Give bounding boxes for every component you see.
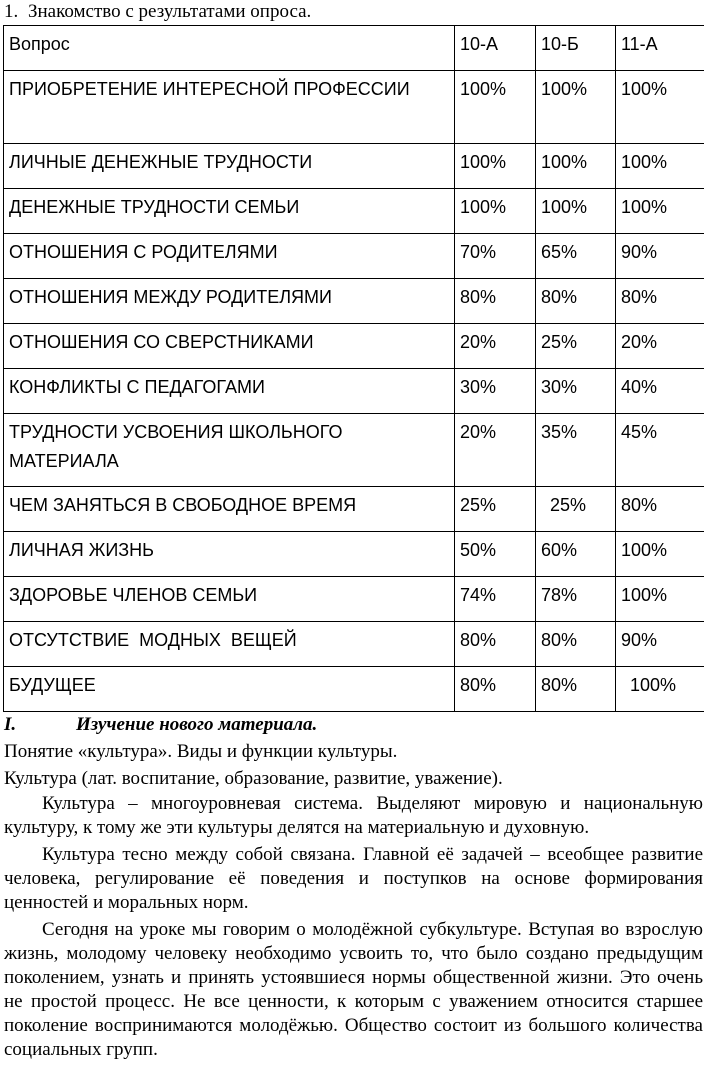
survey-results-table xyxy=(3,25,704,712)
value-cell: 100% xyxy=(536,189,616,234)
value-cell: 80% xyxy=(536,622,616,667)
question-cell: ЗДОРОВЬЕ ЧЛЕНОВ СЕМЬИ xyxy=(4,577,455,622)
header-cell: 10-Б xyxy=(536,26,616,71)
section-heading-1 xyxy=(4,0,311,24)
question-cell: ОТНОШЕНИЯ СО СВЕРСТНИКАМИ xyxy=(4,324,455,369)
value-cell: 100% xyxy=(616,71,704,144)
value-cell: 78% xyxy=(536,577,616,622)
value-cell: 80% xyxy=(455,279,536,324)
header-cell: Вопрос xyxy=(4,26,455,71)
value-cell: 100% xyxy=(616,532,704,577)
table-row xyxy=(4,144,704,189)
question-cell: ПРИОБРЕТЕНИЕ ИНТЕРЕСНОЙ ПРОФЕССИИ xyxy=(4,71,455,144)
value-cell: 80% xyxy=(616,487,704,532)
section-number: 1. xyxy=(4,1,19,22)
value-cell: 100% xyxy=(616,144,704,189)
table-row xyxy=(4,189,704,234)
question-cell: ОТНОШЕНИЯ С РОДИТЕЛЯМИ xyxy=(4,234,455,279)
section-title: Изучение нового материала. xyxy=(76,714,318,735)
question-cell: КОНФЛИКТЫ С ПЕДАГОГАМИ xyxy=(4,369,455,414)
value-cell: 25% xyxy=(536,324,616,369)
value-cell: 74% xyxy=(455,577,536,622)
value-cell: 100% xyxy=(536,71,616,144)
header-cell: 10-А xyxy=(455,26,536,71)
paragraph: Культура – многоуровневая система. Выделяют мировую и национальную культуру, к тому же эти культуры делятся на материальную и духовную. xyxy=(4,793,703,838)
value-cell: 20% xyxy=(616,324,704,369)
value-cell: 80% xyxy=(536,667,616,712)
section-roman-number: I. xyxy=(4,714,17,735)
value-cell: 30% xyxy=(536,369,616,414)
table-row xyxy=(4,577,704,622)
table-row xyxy=(4,234,704,279)
table-header-row xyxy=(4,26,704,71)
value-cell: 100% xyxy=(455,71,536,144)
table-row xyxy=(4,279,704,324)
value-cell: 20% xyxy=(455,324,536,369)
text-line: Понятие «культура». Виды и функции культуры. xyxy=(4,741,398,762)
table-row xyxy=(4,622,704,667)
question-cell: ЧЕМ ЗАНЯТЬСЯ В СВОБОДНОЕ ВРЕМЯ xyxy=(4,487,455,532)
value-cell: 40% xyxy=(616,369,704,414)
value-cell: 25% xyxy=(455,487,536,532)
value-cell: 80% xyxy=(455,667,536,712)
lesson-text xyxy=(4,712,703,1062)
table-row xyxy=(4,414,704,487)
paragraph: Культура тесно между собой связана. Главной её задачей – всеобщее развитие человека, регулирование её поведения и поступков на основе формирования ценностей и моральных норм. xyxy=(4,844,703,913)
value-cell: 70% xyxy=(455,234,536,279)
value-cell: 50% xyxy=(455,532,536,577)
value-cell: 80% xyxy=(455,622,536,667)
value-cell: 80% xyxy=(536,279,616,324)
paragraph: Сегодня на уроке мы говорим о молодёжной субкультуре. Вступая во взрослую жизнь, молодому человеку необходимо усвоить то, что было создано предыдущим поколением, узнать и принять устоявшиеся нормы общественной жизни. Это очень не простой процесс. Не все ценности, к которым с уважением относится старшее поколение воспринимаются молодёжью. Общество состоит из большого количества социальных групп. xyxy=(4,919,703,1060)
value-cell: 100% xyxy=(616,667,704,712)
question-cell: ОТНОШЕНИЯ МЕЖДУ РОДИТЕЛЯМИ xyxy=(4,279,455,324)
table-row xyxy=(4,667,704,712)
table-row xyxy=(4,324,704,369)
question-cell: ОТСУТСТВИЕ МОДНЫХ ВЕЩЕЙ xyxy=(4,622,455,667)
table-row xyxy=(4,487,704,532)
text-line: Культура (лат. воспитание, образование, развитие, уважение). xyxy=(4,768,503,789)
value-cell: 25% xyxy=(536,487,616,532)
value-cell: 100% xyxy=(616,189,704,234)
value-cell: 100% xyxy=(536,144,616,189)
question-cell: ТРУДНОСТИ УСВОЕНИЯ ШКОЛЬНОГО МАТЕРИАЛА xyxy=(4,414,455,487)
value-cell: 20% xyxy=(455,414,536,487)
value-cell: 100% xyxy=(455,144,536,189)
value-cell: 35% xyxy=(536,414,616,487)
question-cell: ЛИЧНЫЕ ДЕНЕЖНЫЕ ТРУДНОСТИ xyxy=(4,144,455,189)
table-row xyxy=(4,532,704,577)
value-cell: 30% xyxy=(455,369,536,414)
section-heading-2 xyxy=(4,712,703,738)
question-cell: ДЕНЕЖНЫЕ ТРУДНОСТИ СЕМЬИ xyxy=(4,189,455,234)
value-cell: 90% xyxy=(616,234,704,279)
question-cell: ЛИЧНАЯ ЖИЗНЬ xyxy=(4,532,455,577)
header-cell: 11-А xyxy=(616,26,704,71)
value-cell: 80% xyxy=(616,279,704,324)
value-cell: 90% xyxy=(616,622,704,667)
value-cell: 100% xyxy=(616,577,704,622)
table-row xyxy=(4,71,704,144)
value-cell: 60% xyxy=(536,532,616,577)
value-cell: 45% xyxy=(616,414,704,487)
question-cell: БУДУЩЕЕ xyxy=(4,667,455,712)
value-cell: 65% xyxy=(536,234,616,279)
section-title: Знакомство с результатами опроса. xyxy=(28,1,312,22)
table-row xyxy=(4,369,704,414)
value-cell: 100% xyxy=(455,189,536,234)
